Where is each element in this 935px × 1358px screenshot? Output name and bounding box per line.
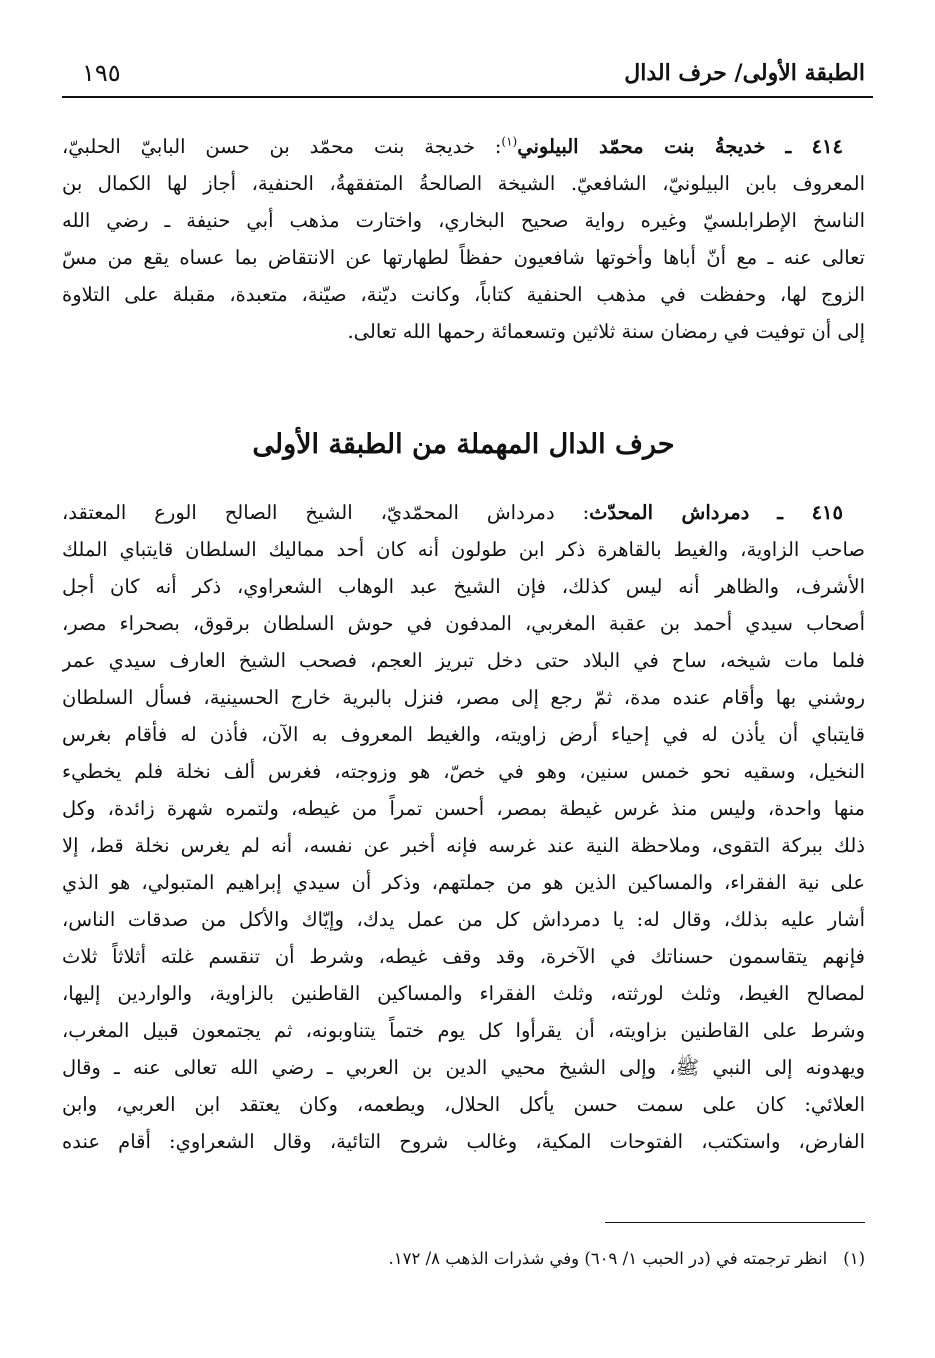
entry-415-name: دمرداش المحدّث [589,501,750,524]
entry-415-line: ويهدونه إلى النبي ﷺ، وإلى الشيخ محيي الدين بن العربي ـ رضي الله تعالى عنه ـ وقال [62,1056,865,1079]
entry-415-line: قايتباي أن يأذن له في إحياء أرض زاويته، والغيط المعروف به الآن، فأذن له فأقام بغرس [62,723,865,746]
entry-414-first-line [62,128,865,165]
entry-414-line: تعالى عنه ـ مع أنّ أباها وأخوتها شافعيون حفظاً لطهارتها عن الانتقاض بما عساه يقع من مسّ [62,246,865,269]
entry-415-line: الفارض، واستكتب، الفتوحات المكية، وغالب شروح التائية، وقال الشعراوي: أقام عنده [62,1130,865,1153]
entry-414 [62,128,865,350]
entry-414-line: المعروف بابن البيلونيّ، الشافعيّ. الشيخة الصالحةُ المتفقهةُ، الحنفية، أجاز لها الكمال بن [62,172,865,195]
entry-415-line: وشرط على القاطنين بزاويته، أن يقرأوا كل يوم ختماً يتناوبونه، ثم يجتمعون قبيل المغرب، [62,1019,865,1042]
footnote-rule [605,1222,865,1223]
entry-415-intro: : دمرداش المحمّديّ، الشيخ الصالح الورع المعتقد، [62,501,590,524]
entry-415-line: أصحاب سيدي أحمد بن عقبة المغربي، المدفون في حوش السلطان برقوق، بصحراء مصر، [62,612,865,635]
entry-415-line: أشار عليه بذلك، وقال له: يا دمرداش كل من عمل يدك، وإيّاك والأكل من صدقات الناس، [62,908,865,931]
running-head-title: الطبقة الأولى/ حرف الدال [624,60,865,86]
entry-415-line: فلما مات شيخه، ساح في البلاد حتى دخل تبريز العجم، فصحب الشيخ العارف سيدي عمر [62,649,865,672]
entry-414-line: الزوج لها، وحفظت في مذهب الحنفية كتاباً، وكانت ديّنة، صيّنة، متعبدة، مقبلة على التلاوة [62,283,865,306]
entry-415-line: روشني بها وأقام عنده مدة، ثمّ رجع إلى مصر، فنزل بالبرية خارج الحسينية، فسأل السلطان [62,686,865,709]
entry-414-line: إلى أن توفيت في رمضان سنة ثلاثين وتسعمائة رحمها الله تعالى. [347,320,865,343]
entry-415-line: الأشرف، والظاهر أنه ليس كذلك، فإن الشيخ عبد الوهاب الشعراوي، ذكر أنه كان أجل [62,575,865,598]
header-rule [62,96,873,98]
footnote-ref: (١) [501,134,518,149]
page-number: ١٩٥ [82,59,121,87]
entry-415-line: لمصالح الغيط، وثلث لورثته، وثلث الفقراء والمساكين القاطنين بالزاوية، والواردين إليها، [62,982,865,1005]
entry-415 [62,494,865,1160]
footnote [62,1246,865,1272]
entry-414-number: ٤١٤ ـ [785,135,843,158]
entry-415-line: صاحب الزاوية، والغيط بالقاهرة ذكر ابن طولون أنه كان أحد مماليك السلطان قايتباي الملك [62,538,865,561]
footnote-marker: (١) [843,1249,865,1268]
entry-415-line: النخيل، وسقيه نحو خمس سنين، وهو في خصّ، هو وزوجته، فغرس ألف نخلة فلم يخطيء [62,760,865,783]
entry-415-line: ذلك ببركة التقوى، وملاحظة النية عند غرسه فإنه أخبر عن نفسه، أنه لم يغرس نخلة قط، إلا [62,834,865,857]
entry-414-name: خديجةُ بنت محمّد البيلوني [517,135,766,158]
footnote-text: انظر ترجمته في (در الحبب ١/ ٦٠٩) وفي شذرات الذهب ٨/ ١٧٢. [388,1249,828,1268]
entry-414-intro: : خديجة بنت محمّد بن حسن البابيّ الحلبيّ، [62,135,502,158]
entry-415-line: منها واحدة، وليس منذ غرس غيطة بمصر، أحسن تمراً من غيطه، ولتمره شهرة زائدة، وكل [62,797,865,820]
entry-415-first-line [62,494,865,531]
section-title: حرف الدال المهملة من الطبقة الأولى [252,429,675,460]
entry-415-line: فإنهم يتقاسمون حسناتك في الآخرة، وقد وقف غيطه، وشرط أن تنقسم غلته أثلاثاً ثلاث [62,945,865,968]
entry-415-number: ٤١٥ ـ [777,501,843,524]
entry-414-line: الناسخ الإطرابلسيّ وغيره رواية صحيح البخاري، واختارت مذهب أبي حنيفة ـ رضي الله [62,209,865,232]
entry-415-line: على نية الفقراء، والمساكين الذين هو من جملتهم، وذكر أن سيدي إبراهيم المتبولي، هو الذي [62,871,865,894]
entry-415-line: العلائي: كان على سمت حسن يأكل الحلال، ويطعمه، وكان يعتقد ابن العربي، وابن [62,1093,865,1116]
